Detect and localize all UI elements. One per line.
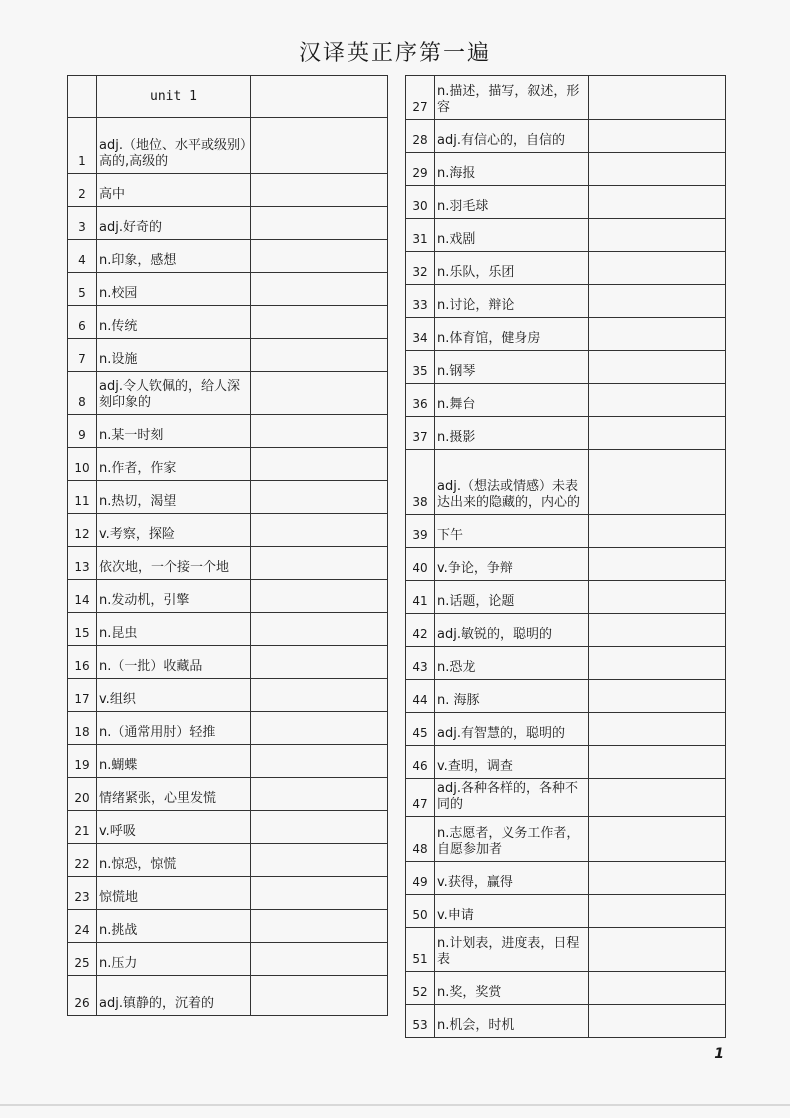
answer-cell[interactable] [251, 844, 388, 877]
item-definition: 依次地，一个接一个地 [97, 547, 251, 580]
item-definition: n.（一批）收藏品 [97, 646, 251, 679]
answer-cell[interactable] [251, 613, 388, 646]
item-definition: n.话题，论题 [435, 581, 589, 614]
table-row [68, 613, 388, 646]
table-row [68, 943, 388, 976]
answer-cell[interactable] [589, 548, 726, 581]
table-row [406, 76, 726, 120]
item-definition: adj.令人钦佩的，给人深刻印象的 [97, 372, 251, 415]
page-number: 1 [714, 1046, 724, 1062]
item-definition: n.戏剧 [435, 219, 589, 252]
item-number: 45 [406, 713, 435, 746]
table-row [68, 339, 388, 372]
item-number: 18 [68, 712, 97, 745]
answer-cell[interactable] [589, 972, 726, 1005]
table-row [68, 240, 388, 273]
item-definition: n.体育馆，健身房 [435, 318, 589, 351]
answer-cell[interactable] [589, 862, 726, 895]
table-row [406, 1005, 726, 1038]
table-row [406, 746, 726, 779]
table-row [68, 547, 388, 580]
item-number: 25 [68, 943, 97, 976]
item-definition: n.恐龙 [435, 647, 589, 680]
table-row [68, 910, 388, 943]
answer-cell[interactable] [589, 581, 726, 614]
table-row [68, 118, 388, 174]
table-row [68, 372, 388, 415]
table-row [68, 207, 388, 240]
item-number: 2 [68, 174, 97, 207]
answer-cell[interactable] [251, 174, 388, 207]
table-row [406, 862, 726, 895]
table-row [406, 120, 726, 153]
answer-cell[interactable] [589, 153, 726, 186]
item-number: 23 [68, 877, 97, 910]
table-row [68, 580, 388, 613]
table-row [406, 153, 726, 186]
table-row [68, 877, 388, 910]
answer-cell[interactable] [251, 646, 388, 679]
answer-cell[interactable] [589, 817, 726, 862]
table-row [406, 779, 726, 817]
item-number: 44 [406, 680, 435, 713]
answer-cell[interactable] [251, 481, 388, 514]
scan-edge [0, 1104, 790, 1106]
item-definition: adj.有智慧的，聪明的 [435, 713, 589, 746]
item-number: 13 [68, 547, 97, 580]
answer-cell[interactable] [251, 778, 388, 811]
table-row [406, 219, 726, 252]
item-number: 14 [68, 580, 97, 613]
answer-cell[interactable] [251, 207, 388, 240]
item-number: 49 [406, 862, 435, 895]
item-number: 41 [406, 581, 435, 614]
item-definition: v.呼吸 [97, 811, 251, 844]
table-row [406, 972, 726, 1005]
answer-cell[interactable] [251, 372, 388, 415]
item-number: 31 [406, 219, 435, 252]
table-row [406, 515, 726, 548]
table-header-row [68, 76, 388, 118]
item-number: 28 [406, 120, 435, 153]
item-number: 17 [68, 679, 97, 712]
item-definition: n.蝴蝶 [97, 745, 251, 778]
right-word-table [405, 75, 726, 1038]
answer-cell[interactable] [251, 240, 388, 273]
item-definition: n.某一时刻 [97, 415, 251, 448]
item-definition: adj.有信心的，自信的 [435, 120, 589, 153]
table-row [68, 514, 388, 547]
answer-cell[interactable] [589, 647, 726, 680]
item-definition: 下午 [435, 515, 589, 548]
item-definition: n.海报 [435, 153, 589, 186]
answer-cell[interactable] [589, 1005, 726, 1038]
answer-cell[interactable] [589, 252, 726, 285]
item-number: 34 [406, 318, 435, 351]
item-definition: v.组织 [97, 679, 251, 712]
item-number: 38 [406, 450, 435, 515]
item-number: 30 [406, 186, 435, 219]
table-row [406, 680, 726, 713]
item-number: 10 [68, 448, 97, 481]
answer-cell[interactable] [251, 306, 388, 339]
answer-cell[interactable] [251, 943, 388, 976]
item-definition: n.机会，时机 [435, 1005, 589, 1038]
item-number: 26 [68, 976, 97, 1016]
item-number: 22 [68, 844, 97, 877]
item-number: 37 [406, 417, 435, 450]
table-row [406, 928, 726, 972]
item-definition: v.查明，调查 [435, 746, 589, 779]
item-number: 53 [406, 1005, 435, 1038]
item-definition: n.志愿者，义务工作者，自愿参加者 [435, 817, 589, 862]
table-row [68, 712, 388, 745]
item-definition: n.计划表，进度表，日程表 [435, 928, 589, 972]
item-number: 3 [68, 207, 97, 240]
item-definition: adj.各种各样的，各种不同的 [435, 779, 589, 817]
item-definition: n.摄影 [435, 417, 589, 450]
table-row [406, 647, 726, 680]
answer-cell[interactable] [251, 679, 388, 712]
answer-cell[interactable] [251, 273, 388, 306]
answer-cell[interactable] [251, 448, 388, 481]
item-definition: n.挑战 [97, 910, 251, 943]
answer-cell[interactable] [589, 351, 726, 384]
item-number: 46 [406, 746, 435, 779]
item-number: 8 [68, 372, 97, 415]
answer-cell[interactable] [589, 76, 726, 120]
item-definition: n.作者，作家 [97, 448, 251, 481]
table-row [68, 646, 388, 679]
item-number: 33 [406, 285, 435, 318]
item-number: 20 [68, 778, 97, 811]
item-definition: v.考察，探险 [97, 514, 251, 547]
item-definition: adj.（想法或情感）未表达出来的隐藏的，内心的 [435, 450, 589, 515]
item-definition: n.乐队，乐团 [435, 252, 589, 285]
item-number: 39 [406, 515, 435, 548]
answer-cell[interactable] [251, 745, 388, 778]
item-definition: n.描述，描写，叙述，形容 [435, 76, 589, 120]
item-definition: adj.敏锐的，聪明的 [435, 614, 589, 647]
answer-cell[interactable] [589, 318, 726, 351]
table-row [406, 450, 726, 515]
table-row [406, 351, 726, 384]
table-row [68, 273, 388, 306]
table-row [68, 174, 388, 207]
item-definition: n.设施 [97, 339, 251, 372]
table-row [68, 976, 388, 1016]
answer-cell[interactable] [589, 614, 726, 647]
item-definition: n.热切，渴望 [97, 481, 251, 514]
answer-cell[interactable] [251, 514, 388, 547]
item-number: 40 [406, 548, 435, 581]
item-definition: n.印象，感想 [97, 240, 251, 273]
answer-cell[interactable] [251, 712, 388, 745]
table-row [68, 448, 388, 481]
item-definition: v.获得，赢得 [435, 862, 589, 895]
answer-cell[interactable] [589, 928, 726, 972]
item-number: 24 [68, 910, 97, 943]
item-definition: adj.好奇的 [97, 207, 251, 240]
item-definition: n.校园 [97, 273, 251, 306]
table-row [406, 817, 726, 862]
item-number: 6 [68, 306, 97, 339]
item-number: 48 [406, 817, 435, 862]
answer-cell[interactable] [589, 515, 726, 548]
item-number: 7 [68, 339, 97, 372]
item-definition: n.（通常用肘）轻推 [97, 712, 251, 745]
table-row [406, 581, 726, 614]
answer-cell[interactable] [589, 746, 726, 779]
table-row [68, 778, 388, 811]
answer-cell[interactable] [589, 450, 726, 515]
table-row [68, 745, 388, 778]
table-row [68, 306, 388, 339]
answer-cell[interactable] [589, 417, 726, 450]
answer-cell[interactable] [589, 680, 726, 713]
item-number: 4 [68, 240, 97, 273]
item-number: 1 [68, 118, 97, 174]
table-row [406, 417, 726, 450]
answer-cell[interactable] [251, 118, 388, 174]
table-row [406, 186, 726, 219]
item-number: 42 [406, 614, 435, 647]
answer-cell[interactable] [251, 547, 388, 580]
item-number: 51 [406, 928, 435, 972]
table-row [68, 679, 388, 712]
answer-cell[interactable] [251, 415, 388, 448]
item-definition: 高中 [97, 174, 251, 207]
table-row [406, 318, 726, 351]
item-definition: v.争论，争辩 [435, 548, 589, 581]
item-definition: v.申请 [435, 895, 589, 928]
table-row [406, 895, 726, 928]
item-definition: n.昆虫 [97, 613, 251, 646]
item-number: 16 [68, 646, 97, 679]
item-number: 47 [406, 779, 435, 817]
table-row [68, 415, 388, 448]
item-number: 35 [406, 351, 435, 384]
answer-cell[interactable] [589, 895, 726, 928]
item-number: 9 [68, 415, 97, 448]
table-row [68, 844, 388, 877]
item-number: 21 [68, 811, 97, 844]
item-definition: n.传统 [97, 306, 251, 339]
item-definition: n.惊恐，惊慌 [97, 844, 251, 877]
item-definition: n.压力 [97, 943, 251, 976]
table-row [406, 384, 726, 417]
item-definition: n.讨论，辩论 [435, 285, 589, 318]
item-definition: n.钢琴 [435, 351, 589, 384]
answer-cell[interactable] [251, 580, 388, 613]
answer-cell[interactable] [589, 219, 726, 252]
item-number: 15 [68, 613, 97, 646]
item-number: 11 [68, 481, 97, 514]
answer-cell[interactable] [589, 779, 726, 817]
page-title: 汉译英正序第一遍 [298, 41, 491, 66]
answer-cell[interactable] [589, 713, 726, 746]
table-row [68, 811, 388, 844]
item-definition: adj.镇静的，沉着的 [97, 976, 251, 1016]
answer-cell[interactable] [251, 877, 388, 910]
item-definition: adj.（地位、水平或级别）高的,高级的 [97, 118, 251, 174]
answer-cell[interactable] [251, 910, 388, 943]
answer-cell[interactable] [589, 186, 726, 219]
item-definition: n. 海豚 [435, 680, 589, 713]
item-number: 50 [406, 895, 435, 928]
answer-cell[interactable] [251, 976, 388, 1016]
table-row [406, 713, 726, 746]
item-number: 27 [406, 76, 435, 120]
item-number: 29 [406, 153, 435, 186]
item-definition: n.舞台 [435, 384, 589, 417]
item-definition: n.羽毛球 [435, 186, 589, 219]
table-row [406, 548, 726, 581]
table-row [406, 614, 726, 647]
item-number: 52 [406, 972, 435, 1005]
unit-header: unit 1 [97, 76, 251, 118]
table-row [406, 285, 726, 318]
answer-cell[interactable] [589, 120, 726, 153]
answer-cell[interactable] [589, 384, 726, 417]
table-row [68, 481, 388, 514]
answer-cell[interactable] [251, 811, 388, 844]
item-number: 36 [406, 384, 435, 417]
item-number: 5 [68, 273, 97, 306]
left-word-table [67, 75, 388, 1016]
answer-cell[interactable] [589, 285, 726, 318]
item-definition: n.发动机，引擎 [97, 580, 251, 613]
answer-cell[interactable] [251, 339, 388, 372]
header-blank-cell [68, 76, 97, 118]
item-number: 19 [68, 745, 97, 778]
table-row [406, 252, 726, 285]
item-number: 12 [68, 514, 97, 547]
item-definition: 惊慌地 [97, 877, 251, 910]
item-number: 32 [406, 252, 435, 285]
item-definition: 情绪紧张，心里发慌 [97, 778, 251, 811]
item-definition: n.奖，奖赏 [435, 972, 589, 1005]
header-answer-cell [251, 76, 388, 118]
item-number: 43 [406, 647, 435, 680]
